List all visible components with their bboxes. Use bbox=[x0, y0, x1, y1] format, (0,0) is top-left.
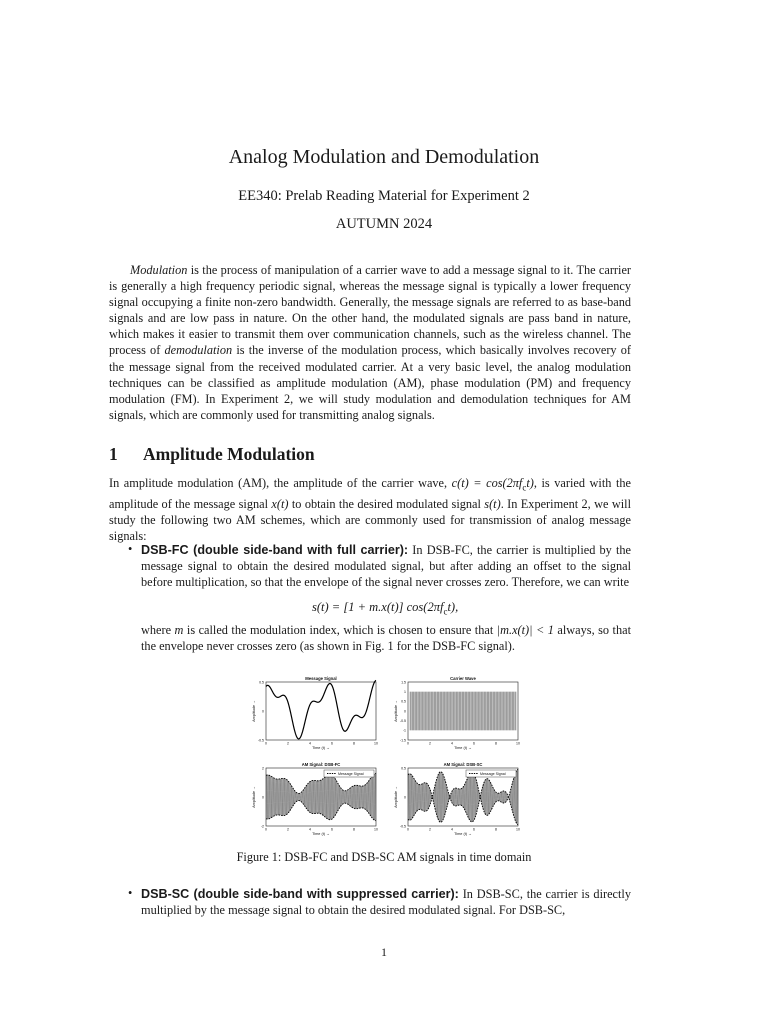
x-tick-label: 0 bbox=[407, 827, 409, 832]
y-tick-label: 0 bbox=[262, 709, 264, 714]
x-tick-label: 6 bbox=[473, 827, 475, 832]
y-tick-label: 1.5 bbox=[401, 680, 406, 685]
panel-ylabel: Amplitude → bbox=[252, 786, 256, 808]
carrier-subscript: c bbox=[522, 482, 527, 493]
abstract-text-2: is the inverse of the modulation process, which basically involves recovery of the message signal from the received modulated carrier. At a very basic level, the analog modulation techniques can be classified as amplitude modulation (AM), phase modulation (PM) and frequency modulation (FM). In Experiment 2, we will study modulation and demodulation techniques for AM signals, which are commonly used for transmitting analog signals. bbox=[109, 343, 631, 422]
bullet-heading: DSB-SC (double side-band with suppressed carrier): bbox=[141, 887, 459, 901]
abs-condition: |m.x(t)| < 1 bbox=[496, 623, 554, 637]
page-number: 1 bbox=[381, 945, 387, 959]
legend-label: Message Signal bbox=[338, 772, 364, 776]
equation-lhs: s(t) = [1 + m.x(t)] cos(2πf bbox=[312, 600, 444, 614]
x-tick-label: 10 bbox=[374, 741, 378, 746]
x-tick-label: 10 bbox=[516, 827, 520, 832]
bullet-heading: DSB-FC (double side-band with full carrier): bbox=[141, 543, 409, 557]
message-expression: x(t) bbox=[271, 496, 289, 511]
equation-dsb-fc bbox=[312, 600, 458, 617]
term-modulation: Modulation bbox=[130, 263, 188, 277]
y-tick-label: -0.5 bbox=[399, 824, 406, 829]
panel-xlabel: Time (t) → bbox=[312, 832, 330, 836]
x-tick-label: 4 bbox=[309, 741, 311, 746]
y-tick-label: -2 bbox=[260, 824, 264, 829]
bullet-text: In DSB-SC, the carrier is directly multiplied by the message signal to obtain the desired modulated signal. For DSB-SC, bbox=[141, 887, 631, 918]
after-eq-a: where bbox=[141, 623, 175, 637]
x-tick-label: 2 bbox=[429, 827, 431, 832]
x-tick-label: 2 bbox=[287, 827, 289, 832]
figure-panel bbox=[252, 762, 378, 836]
intro-text-c: to obtain the desired modulated signal bbox=[288, 496, 485, 511]
x-tick-label: 8 bbox=[353, 741, 355, 746]
y-tick-label: -1.5 bbox=[399, 738, 406, 743]
x-tick-label: 4 bbox=[451, 827, 453, 832]
intro-text-d: . In Experiment 2, we will study the following two AM schemes, which are commonly used for transmission of analog message signals: bbox=[109, 496, 631, 543]
intro-text-b: , is varied with the amplitude of the message signal bbox=[109, 476, 631, 511]
x-tick-label: 0 bbox=[265, 741, 267, 746]
panel-title: Message Signal bbox=[305, 676, 337, 681]
panel-xlabel: Time (t) → bbox=[312, 746, 330, 750]
panel-xlabel: Time (t) → bbox=[454, 746, 472, 750]
y-tick-label: -0.5 bbox=[257, 738, 264, 743]
panel-ylabel: Amplitude → bbox=[252, 700, 256, 722]
intro-text-a: In amplitude modulation (AM), the amplitude of the carrier wave, bbox=[109, 476, 452, 490]
section-title: Amplitude Modulation bbox=[143, 444, 315, 464]
y-tick-label: -0.5 bbox=[399, 718, 406, 723]
signal-expression: s(t) bbox=[484, 496, 501, 511]
x-tick-label: 8 bbox=[495, 741, 497, 746]
y-tick-label: 2 bbox=[262, 766, 264, 771]
after-eq-b: is called the modulation index, which is chosen to ensure that bbox=[183, 623, 497, 637]
panel-title: AM Signal: DSB-FC bbox=[301, 762, 341, 767]
x-tick-label: 10 bbox=[374, 827, 378, 832]
x-tick-label: 2 bbox=[287, 741, 289, 746]
document-subtitle: EE340: Prelab Reading Material for Experiment 2 bbox=[238, 188, 530, 204]
y-tick-label: 0 bbox=[404, 795, 406, 800]
y-tick-label: 0.5 bbox=[401, 766, 406, 771]
figure-panel bbox=[394, 762, 520, 836]
y-tick-label: 0 bbox=[262, 795, 264, 800]
post-equation-paragraph bbox=[141, 622, 631, 654]
panel-ylabel: Amplitude → bbox=[394, 786, 398, 808]
x-tick-label: 2 bbox=[429, 741, 431, 746]
section-heading bbox=[109, 444, 315, 465]
envelope-lower-line bbox=[408, 772, 518, 825]
panel-ylabel: Amplitude → bbox=[394, 700, 398, 722]
y-tick-label: 0 bbox=[404, 709, 406, 714]
abstract-paragraph bbox=[109, 262, 631, 423]
message-series-line bbox=[266, 680, 376, 738]
bullet-dsb-fc bbox=[141, 542, 631, 590]
figure-caption: Figure 1: DSB-FC and DSB-SC AM signals in time domain bbox=[236, 850, 532, 864]
figure-panel bbox=[252, 676, 378, 750]
panel-frame bbox=[266, 682, 376, 740]
x-tick-label: 10 bbox=[516, 741, 520, 746]
x-tick-label: 0 bbox=[407, 741, 409, 746]
page-title: Analog Modulation and Demodulation bbox=[228, 146, 540, 168]
x-tick-label: 6 bbox=[331, 741, 333, 746]
carrier-expression: c(t) = cos(2πf bbox=[451, 476, 523, 490]
section-number: 1 bbox=[109, 444, 118, 464]
y-tick-label: -1 bbox=[402, 728, 406, 733]
figure-am-signals bbox=[248, 674, 524, 836]
envelope-lower-line bbox=[266, 801, 376, 821]
x-tick-label: 4 bbox=[451, 741, 453, 746]
document-semester: AUTUMN 2024 bbox=[335, 216, 433, 232]
y-tick-label: 0.5 bbox=[259, 680, 264, 685]
x-tick-label: 6 bbox=[473, 741, 475, 746]
panel-xlabel: Time (t) → bbox=[454, 832, 472, 836]
panel-title: Carrier Wave bbox=[450, 676, 476, 681]
carrier-expression-end: t) bbox=[526, 476, 534, 490]
abstract-text-1: is the process of manipulation of a carrier wave to add a message signal to it. The carrier is generally a high frequency periodic signal, whereas the message signal is typically a lower frequency signal occupying a finite non-zero bandwidth. Generally, the message signals are referred to as base-band signals and are low pass in nature. On the other hand, the modulated signals are pass band in nature, which makes it easier to transmit them over communication channels, such as the wireless channel. The process of bbox=[109, 263, 631, 358]
bullet-text: In DSB-FC, the carrier is multiplied by the message signal to obtain the desired modulated signal, but after adding an offset to the signal before multiplication, so that the envelope of the signal never crosses zero. Therefore, we can write bbox=[141, 543, 632, 590]
after-eq-c: always, so that the envelope never crosses zero (as shown in Fig. 1 for the DSB-FC signal). bbox=[141, 623, 631, 654]
x-tick-label: 4 bbox=[309, 827, 311, 832]
bullet-marker: • bbox=[128, 886, 133, 900]
y-tick-label: 0.5 bbox=[401, 699, 406, 704]
carrier-series-line bbox=[410, 692, 516, 731]
x-tick-label: 6 bbox=[331, 827, 333, 832]
x-tick-label: 8 bbox=[353, 827, 355, 832]
bullet-dsb-sc bbox=[141, 886, 631, 918]
figure-panel bbox=[394, 676, 520, 750]
panel-title: AM Signal: DSB-SC bbox=[443, 762, 483, 767]
modulation-index-symbol: m bbox=[174, 623, 184, 637]
x-tick-label: 0 bbox=[265, 827, 267, 832]
term-demodulation: demodulation bbox=[164, 343, 233, 358]
x-tick-label: 8 bbox=[495, 827, 497, 832]
am-series-line bbox=[408, 769, 518, 824]
equation-subscript: c bbox=[443, 606, 448, 617]
section-intro-paragraph bbox=[109, 475, 631, 544]
equation-rhs: t), bbox=[447, 600, 459, 614]
legend-label: Message Signal bbox=[480, 772, 506, 776]
envelope-upper-line bbox=[408, 769, 518, 822]
y-tick-label: 1 bbox=[404, 689, 406, 694]
bullet-marker: • bbox=[128, 542, 133, 556]
